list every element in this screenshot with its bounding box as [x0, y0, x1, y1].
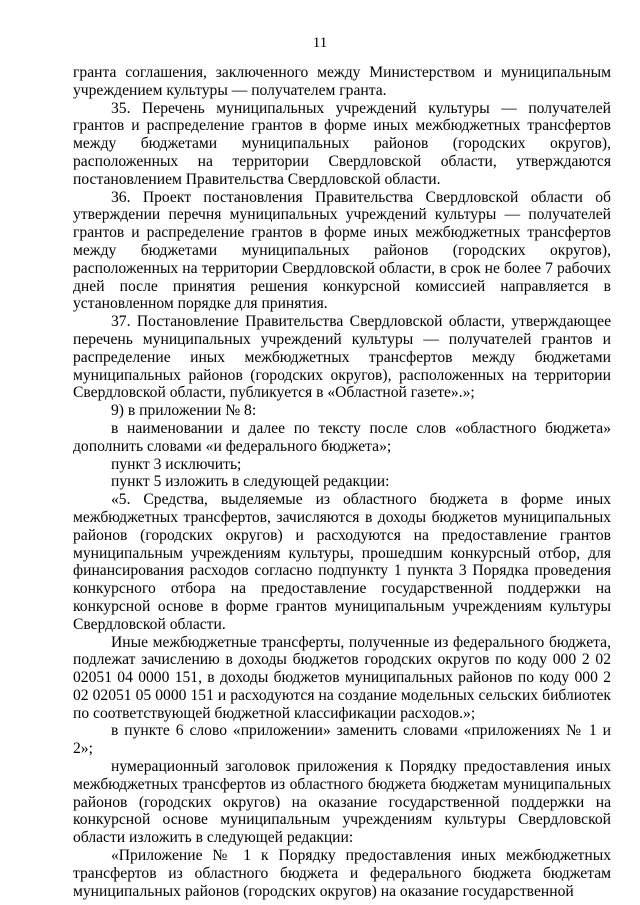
paragraph: 36. Проект постановления Правительства Свердловской области об утверждении перечня муниципальных учреждений культуры — получателей грантов и распределение грантов в форме иных межбюджетных трансфертов между бюджетами муниципальных районов (городских округов), расположенных на территории Свердловской области, в срок не более 7 рабочих дней после принятия решения конкурсной комиссией направляется в установленном порядке для принятия.	[73, 188, 611, 313]
paragraph: 37. Постановление Правительства Свердловской области, утверждающее перечень муниципальных учреждений культуры — получателей грантов и распределение иных межбюджетных трансфертов между бюджетами муниципальных районов (городских округов), расположенных на территории Свердловской области, публикуется в «Областной газете».»;	[73, 313, 611, 402]
paragraph: в наименовании и далее по тексту после слов «областного бюджета» дополнить словами «и федерального бюджета»;	[73, 419, 611, 455]
paragraph: пункт 3 исключить;	[111, 455, 242, 473]
paragraph: «5. Средства, выделяемые из областного бюджета в форме иных межбюджетных трансфертов, зачисляются в доходы бюджетов муниципальных районов (городских округов) и расходуются на предоставление грантов муниципальным учреждениям культуры, прошедшим конкурсный отбор, для финансирования расходов согласно подпункту 1 пункта 3 Порядка проведения конкурсного отбора на предоставление государственной поддержки на конкурсной основе в форме грантов муниципальным учреждениям культуры Свердловской области.	[73, 491, 611, 633]
paragraph: Иные межбюджетные трансферты, полученные из федерального бюджета, подлежат зачислению в доходы бюджетов городских округов по коду 000 2 02 02051 04 0000 151, в доходы бюджетов муниципальных районов по коду 000 2 02 02051 05 0000 151 и расходуются на создание модельных сельских библиотек по соответствующей бюджетной классификации расходов.»;	[73, 633, 611, 722]
paragraph: пункт 5 изложить в следующей редакции:	[111, 473, 390, 491]
paragraph: гранта соглашения, заключенного между Министерством и муниципальным учреждением культуры — получателем гранта.	[73, 64, 611, 99]
paragraph: 35. Перечень муниципальных учреждений культуры — получателей грантов и распределение грантов в форме иных межбюджетных трансфертов между бюджетами муниципальных районов (городских округов), расположенных на территории Свердловской области, утверждаются постановлением Правительства Свердловской области.	[73, 99, 611, 188]
paragraph: 9) в приложении № 8:	[111, 402, 257, 420]
paragraph: в пункте 6 слово «приложении» заменить словами «приложениях № 1 и 2»;	[73, 722, 611, 758]
paragraph: «Приложение № 1 к Порядку предоставления иных межбюджетных трансфертов из областного бюджета и федерального бюджета бюджетам муниципальных районов (городских округов) на оказание государственной	[73, 847, 611, 900]
body-text	[73, 64, 611, 900]
page-number: 11	[312, 35, 328, 51]
paragraph: нумерационный заголовок приложения к Порядку предоставления иных межбюджетных трансфертов из областного бюджета бюджетам муниципальных районов (городских округов) на оказание государственной поддержки на конкурсной основе муниципальным учреждениям культуры Свердловской области изложить в следующей редакции:	[73, 758, 611, 847]
